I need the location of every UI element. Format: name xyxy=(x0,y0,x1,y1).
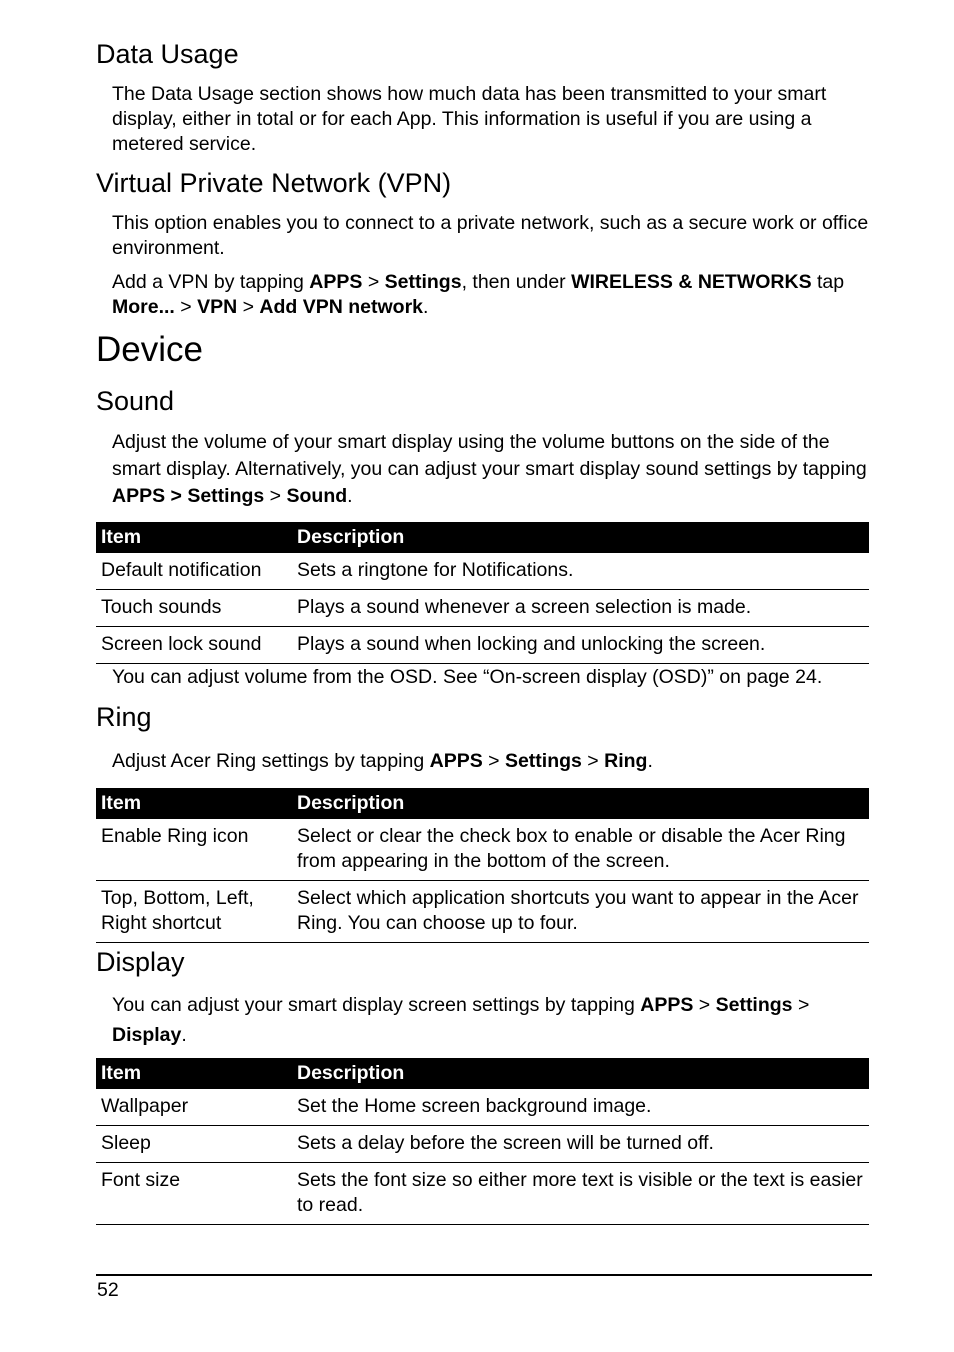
description-cell: Set the Home screen background image. xyxy=(292,1089,869,1126)
item-cell: Screen lock sound xyxy=(96,627,292,664)
ring-settings-table xyxy=(96,788,869,943)
table-row xyxy=(96,590,869,627)
sound-heading: Sound xyxy=(96,386,175,416)
description-cell: Select which application shortcuts you want to appear in the Acer Ring. You can choose up to four. xyxy=(292,881,869,943)
column-header-item: Item xyxy=(96,522,292,553)
table-row xyxy=(96,1089,869,1126)
display-settings-table xyxy=(96,1058,869,1225)
description-cell: Select or clear the check box to enable or disable the Acer Ring from appearing in the bottom of the screen. xyxy=(292,819,869,881)
item-cell: Enable Ring icon xyxy=(96,819,292,881)
description-cell: Sets the font size so either more text is visible or the text is easier to read. xyxy=(292,1163,869,1225)
vpn-paragraph: This option enables you to connect to a private network, such as a secure work or office environment. xyxy=(112,212,869,259)
column-header-description: Description xyxy=(292,788,869,819)
display-paragraph: You can adjust your smart display screen settings by tapping APPS > Settings > Display. xyxy=(112,994,810,1046)
data-usage-paragraph: The Data Usage section shows how much data has been transmitted to your smart display, either in total or for each App. This information is useful if you are using a metered service. xyxy=(112,83,827,155)
sound-settings-table xyxy=(96,522,869,664)
table-row xyxy=(96,1163,869,1225)
sound-note: You can adjust volume from the OSD. See “On-screen display (OSD)” on page 24. xyxy=(112,666,823,688)
footer-rule xyxy=(96,1274,872,1276)
sound-paragraph: Adjust the volume of your smart display using the volume buttons on the side of the smart display. Alternatively, you can adjust your smart display sound settings by tapping APPS > Settings > Sound. xyxy=(112,431,867,507)
description-cell: Plays a sound whenever a screen selection is made. xyxy=(292,590,869,627)
page-number: 52 xyxy=(97,1279,119,1301)
vpn-instructions: Add a VPN by tapping APPS > Settings, then under WIRELESS & NETWORKS tap More... > VPN > Add VPN network. xyxy=(112,271,845,318)
device-heading: Device xyxy=(96,330,203,369)
table-row xyxy=(96,553,869,590)
column-header-description: Description xyxy=(292,522,869,553)
description-cell: Sets a delay before the screen will be turned off. xyxy=(292,1126,869,1163)
column-header-item: Item xyxy=(96,1058,292,1089)
ring-paragraph: Adjust Acer Ring settings by tapping APPS > Settings > Ring. xyxy=(112,750,653,772)
vpn-heading: Virtual Private Network (VPN) xyxy=(96,168,452,198)
ring-heading: Ring xyxy=(96,702,152,732)
data-usage-heading: Data Usage xyxy=(96,39,239,69)
display-heading: Display xyxy=(96,947,185,977)
item-cell: Top, Bottom, Left, Right shortcut xyxy=(96,881,292,943)
item-cell: Sleep xyxy=(96,1126,292,1163)
table-row xyxy=(96,819,869,881)
table-row xyxy=(96,1126,869,1163)
description-cell: Plays a sound when locking and unlocking the screen. xyxy=(292,627,869,664)
item-cell: Wallpaper xyxy=(96,1089,292,1126)
item-cell: Font size xyxy=(96,1163,292,1225)
table-row xyxy=(96,881,869,943)
column-header-item: Item xyxy=(96,788,292,819)
description-cell: Sets a ringtone for Notifications. xyxy=(292,553,869,590)
column-header-description: Description xyxy=(292,1058,869,1089)
item-cell: Default notification xyxy=(96,553,292,590)
table-header-row xyxy=(96,788,869,819)
item-cell: Touch sounds xyxy=(96,590,292,627)
table-header-row xyxy=(96,1058,869,1089)
table-header-row xyxy=(96,522,869,553)
table-row xyxy=(96,627,869,664)
